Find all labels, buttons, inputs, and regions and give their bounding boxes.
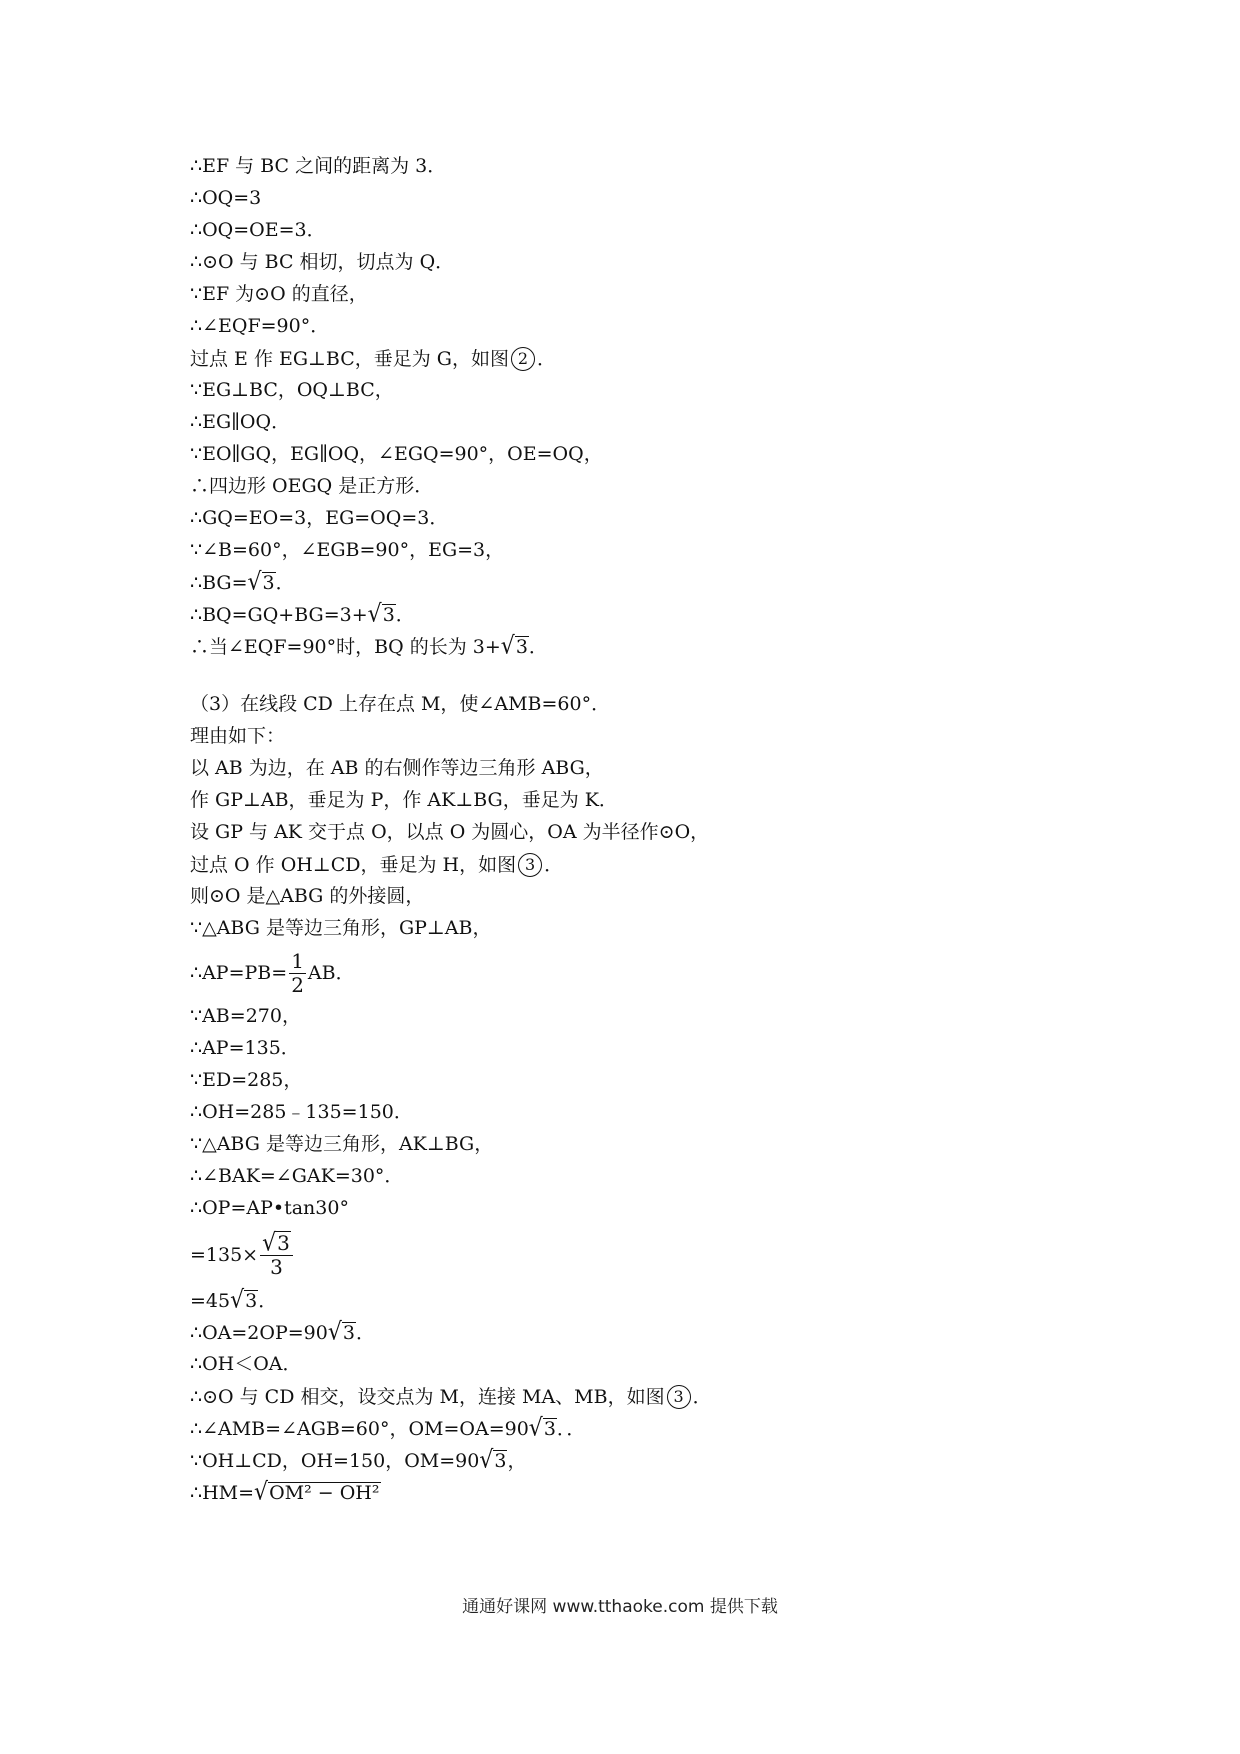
radical-sign: √	[500, 633, 515, 661]
text-line: 则⊙O 是△ABG 的外接圆，	[190, 885, 425, 907]
square-root	[327, 1319, 356, 1347]
text-line: ∵△ABG 是等边三角形，AK⊥BG，	[190, 1133, 494, 1155]
text-segment: ．	[355, 1321, 375, 1344]
text-segment: ．	[258, 1289, 278, 1312]
text-line	[190, 598, 1090, 630]
radicand: 3	[342, 1321, 355, 1344]
figure-ref-circled-number: 3	[667, 1385, 691, 1409]
page-footer: 通通好课网 www.tthaoke.com 提供下载	[462, 1597, 778, 1617]
text-segment: ．	[528, 635, 548, 658]
text-line: ∵△ABG 是等边三角形，GP⊥AB，	[190, 917, 492, 939]
text-segment: ．	[544, 853, 564, 876]
text-line: ∵∠B=60°，∠EGB=90°，EG=3，	[190, 539, 505, 561]
fraction-numerator: 1	[291, 948, 304, 973]
text-line: ∴EF 与 BC 之间的距离为 3．	[190, 155, 447, 177]
text-segment: ．	[536, 347, 556, 370]
text-line: （3）在线段 CD 上存在点 M，使∠AMB=60°．	[190, 693, 611, 715]
text-line: ∴∠BAK=∠GAK=30°．	[190, 1165, 404, 1187]
square-root	[254, 1479, 380, 1507]
text-segment: ∴OA=2OP=90	[190, 1321, 328, 1344]
text-line: ∵EG⊥BC，OQ⊥BC，	[190, 379, 394, 401]
text-segment: ∴∠AMB=∠AGB=60°，OM=OA=90	[190, 1417, 529, 1440]
radical-sign: √	[262, 1229, 277, 1258]
radicand: 3	[382, 603, 395, 626]
text-segment: 过点 E 作 EG⊥BC，垂足为 G，如图	[190, 347, 509, 370]
radicand: 3	[262, 571, 275, 594]
text-line	[190, 1284, 1090, 1316]
text-line	[190, 944, 1090, 1000]
radical-sign: √	[327, 1319, 342, 1347]
square-root	[528, 1415, 557, 1443]
text-line: ∴OQ=3	[190, 187, 262, 209]
text-line	[190, 848, 1090, 880]
figure-ref-circled-number: 3	[518, 853, 542, 877]
text-segment: ．．	[556, 1417, 586, 1440]
fraction-numerator	[260, 1231, 293, 1257]
solution-text	[190, 150, 1090, 1508]
radical-sign: √	[254, 1479, 269, 1507]
fraction	[260, 1231, 293, 1280]
radicand: 3	[515, 635, 528, 658]
text-line: 理由如下：	[190, 725, 286, 747]
fraction-denominator: 3	[270, 1255, 283, 1280]
radical-sign: √	[230, 1287, 245, 1315]
text-segment: ．	[395, 603, 415, 626]
text-segment: ∴HM=	[190, 1481, 255, 1504]
fraction-denominator: 2	[291, 972, 304, 997]
radicand: OM² − OH²	[269, 1481, 380, 1504]
text-line: ∴GQ=EO=3，EG=OQ=3．	[190, 507, 449, 529]
square-root	[230, 1287, 258, 1315]
text-line: ∵ED=285，	[190, 1069, 303, 1091]
text-line: ∴OH=285﹣135=150．	[190, 1101, 413, 1123]
square-root	[262, 1229, 291, 1258]
text-line: ∴OQ=OE=3．	[190, 219, 326, 241]
radical-sign: √	[528, 1415, 543, 1443]
radical-sign: √	[479, 1447, 494, 1475]
text-line: ∴⊙O 与 BC 相切，切点为 Q．	[190, 251, 455, 273]
text-line	[190, 1476, 1090, 1508]
fraction	[289, 950, 306, 997]
radicand: 3	[245, 1289, 258, 1312]
text-segment: =135×	[190, 1243, 259, 1266]
text-segment: =45	[190, 1289, 231, 1312]
text-line	[190, 1444, 1090, 1476]
radicand: 3	[277, 1231, 290, 1256]
text-segment: ∴BG=	[190, 571, 248, 594]
text-segment: AB．	[307, 961, 355, 984]
text-segment: ∴AP=PB=	[190, 961, 288, 984]
radical-sign: √	[367, 601, 382, 629]
text-segment: ，	[507, 1449, 527, 1472]
radicand: 3	[494, 1449, 507, 1472]
text-line	[190, 342, 1090, 374]
text-line: ∴AP=135．	[190, 1037, 300, 1059]
text-segment: ∴⊙O 与 CD 相交，设交点为 M，连接 MA、MB，如图	[190, 1385, 665, 1408]
text-line	[190, 1316, 1090, 1348]
figure-ref-circled-number: 2	[511, 347, 535, 371]
text-line: ∵AB=270，	[190, 1005, 301, 1027]
text-line: 作 GP⊥AB，垂足为 P，作 AK⊥BG，垂足为 K．	[190, 789, 618, 811]
square-root	[500, 633, 529, 661]
text-segment: ∵OH⊥CD，OH=150，OM=90	[190, 1449, 480, 1472]
text-segment: 过点 O 作 OH⊥CD，垂足为 H，如图	[190, 853, 517, 876]
text-line	[190, 630, 1090, 662]
text-line	[190, 1412, 1090, 1444]
text-line	[190, 1380, 1090, 1412]
square-root	[247, 569, 276, 597]
text-line: 以 AB 为边，在 AB 的右侧作等边三角形 ABG，	[190, 757, 604, 779]
text-line: ∴四边形 OEGQ 是正方形．	[190, 475, 434, 497]
text-line: ∵EF 为⊙O 的直径，	[190, 283, 368, 305]
text-segment: ．	[275, 571, 295, 594]
text-line: ∴OH＜OA．	[190, 1353, 302, 1375]
text-line	[190, 1224, 1090, 1284]
text-line: ∴OP=AP•tan30°	[190, 1197, 349, 1219]
square-root	[479, 1447, 507, 1475]
square-root	[367, 601, 396, 629]
text-line	[190, 566, 1090, 598]
radicand: 3	[543, 1417, 556, 1440]
text-line: ∵EO∥GQ，EG∥OQ，∠EGQ=90°，OE=OQ，	[190, 443, 603, 465]
text-segment: ．	[692, 1385, 712, 1408]
radical-sign: √	[247, 569, 262, 597]
text-segment: ∴当∠EQF=90°时，BQ 的长为 3+	[190, 635, 501, 658]
text-line: ∴∠EQF=90°．	[190, 315, 330, 337]
text-line: ∴EG∥OQ．	[190, 411, 291, 433]
text-segment: ∴BQ=GQ+BG=3+	[190, 603, 368, 626]
text-line: 设 GP 与 AK 交于点 O，以点 O 为圆心，OA 为半径作⊙O，	[190, 821, 710, 843]
